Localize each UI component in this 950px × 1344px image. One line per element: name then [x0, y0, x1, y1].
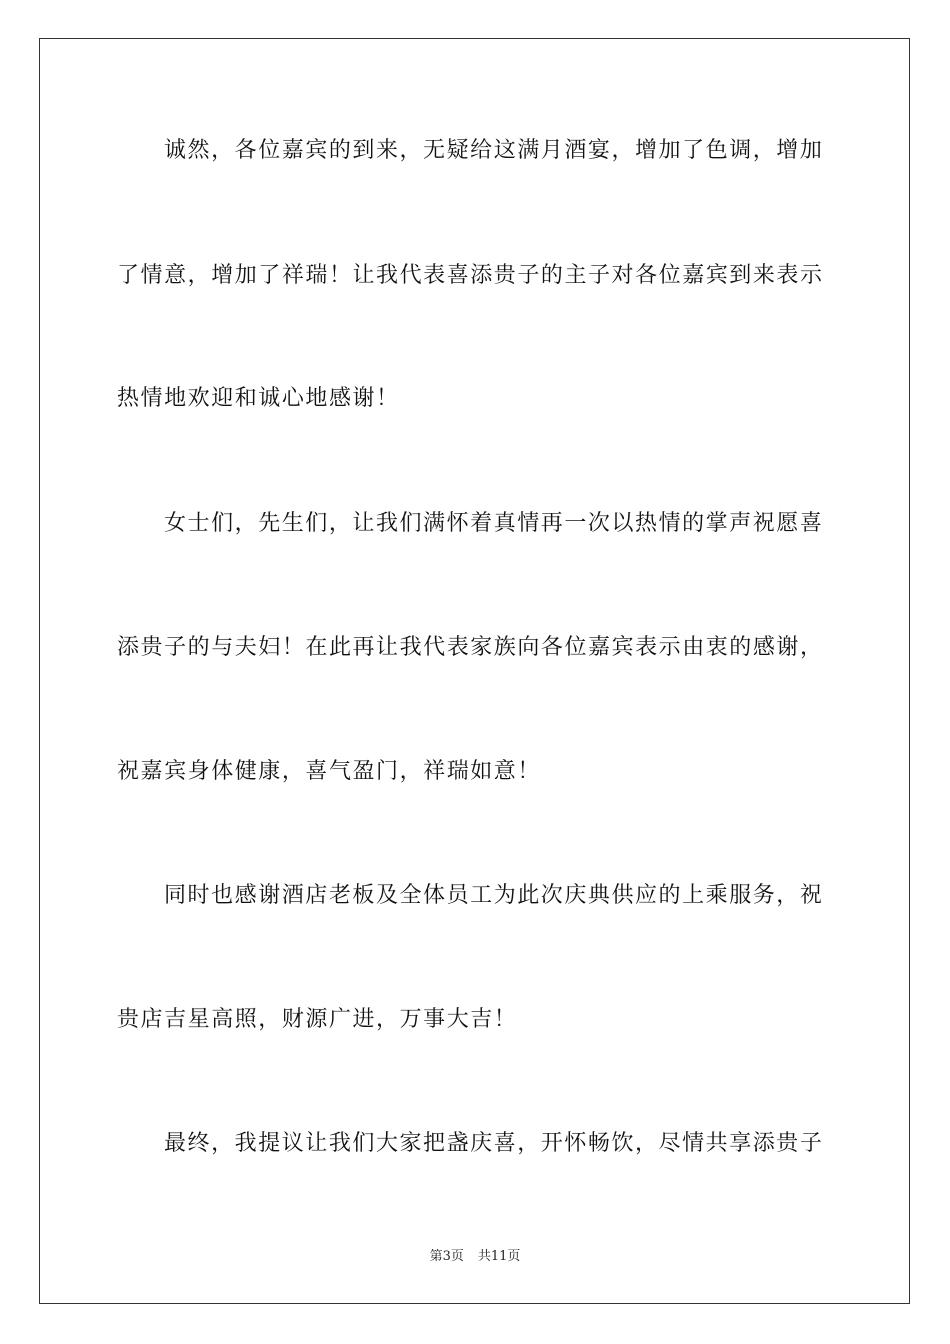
- page-border: [39, 38, 910, 1304]
- paragraph-line: 热情地欢迎和诚心地感谢！: [117, 386, 400, 411]
- paragraph-line: 女士们，先生们，让我们满怀着真情再一次以热情的掌声祝愿喜: [164, 511, 824, 536]
- page-footer: [0, 1248, 950, 1266]
- paragraph-line: 添贵子的与夫妇！在此再让我代表家族向各位嘉宾表示由衷的感谢，: [117, 635, 824, 660]
- page-total: 共11页: [477, 1249, 521, 1264]
- paragraph-line: 了情意，增加了祥瑞！让我代表喜添贵子的主子对各位嘉宾到来表示: [117, 263, 824, 288]
- paragraph-line: 同时也感谢酒店老板及全体员工为此次庆典供应的上乘服务，祝: [164, 883, 824, 908]
- page-number: 第3页: [429, 1249, 464, 1264]
- paragraph-line: 诚然，各位嘉宾的到来，无疑给这满月酒宴，增加了色调，增加: [164, 138, 824, 163]
- paragraph-line: 祝嘉宾身体健康，喜气盈门，祥瑞如意！: [117, 759, 541, 784]
- paragraph-line: 贵店吉星高照，财源广进，万事大吉！: [117, 1007, 518, 1032]
- paragraph-line: 最终，我提议让我们大家把盏庆喜，开怀畅饮，尽情共享添贵子: [164, 1131, 824, 1156]
